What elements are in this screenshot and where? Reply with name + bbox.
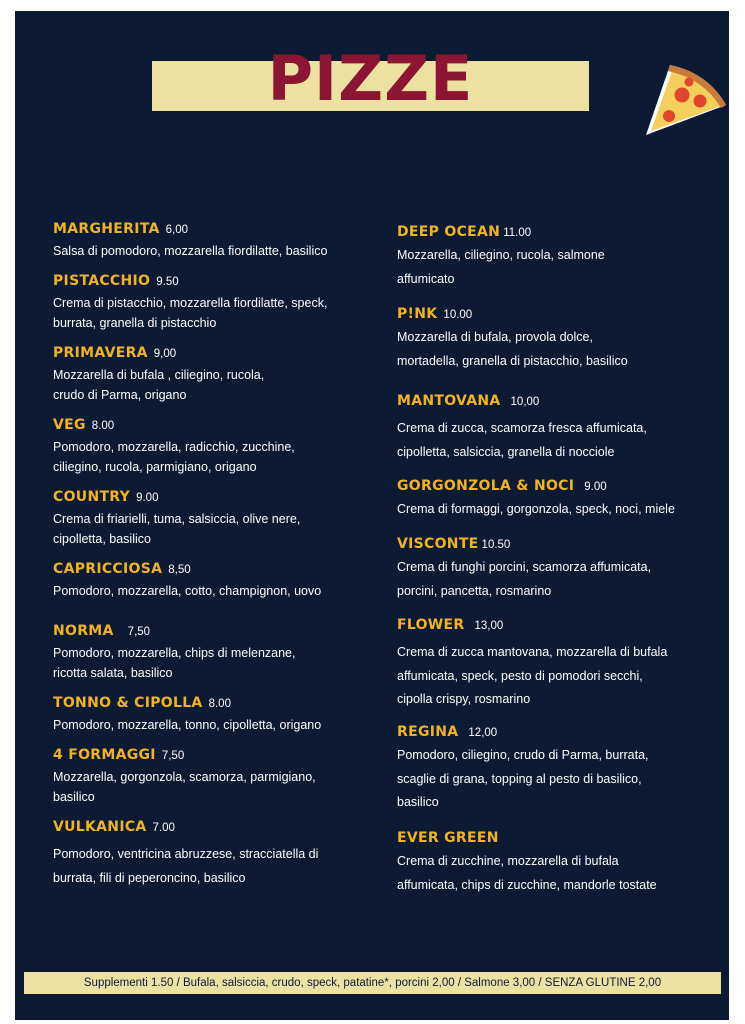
menu-item [53, 619, 373, 683]
menu-item [397, 532, 717, 603]
item-description: Mozzarella, ciliegino, rucola, salmone affumicato [397, 248, 605, 286]
item-price: 8.00 [208, 698, 231, 710]
item-description: Pomodoro, mozzarella, cotto, champignon, uovo [53, 584, 322, 598]
item-price: 9.00 [584, 481, 607, 493]
menu-item [53, 815, 373, 890]
item-price: 11.00 [503, 227, 532, 239]
item-name: EVER GREEN [397, 830, 499, 846]
item-price: 12,00 [468, 727, 498, 739]
menu-item [397, 389, 717, 464]
item-name: REGINA [397, 724, 459, 740]
supplements-bar: Supplementi 1.50 / Bufala, salsiccia, crudo, speck, patatine*, porcini 2,00 / Salmone 3,00 / SENZA GLUTINE 2,00 [24, 972, 721, 994]
item-price: 7,50 [127, 626, 151, 638]
item-description: Pomodoro, ciliegino, crudo di Parma, burrata, scaglie di grana, topping al pesto di basilico, basilico [397, 748, 649, 809]
item-name: COUNTRY [53, 489, 131, 505]
item-description: Mozzarella, gorgonzola, scamorza, parmigiano, basilico [53, 770, 316, 804]
item-description: Crema di zucchine, mozzarella di bufala affumicata, chips di zucchine, mandorle tostate [397, 854, 657, 892]
menu-item [53, 743, 373, 807]
item-description: Mozzarella di bufala, provola dolce, mortadella, granella di pistacchio, basilico [397, 330, 628, 368]
item-price: 9,00 [153, 348, 177, 360]
item-price: 7,50 [161, 750, 185, 762]
item-price: 7.00 [152, 822, 175, 834]
item-price: 8.00 [91, 420, 115, 432]
item-name: PRIMAVERA [53, 345, 148, 361]
item-description: Crema di friarielli, tuma, salsiccia, olive nere, cipolletta, basilico [53, 512, 301, 546]
item-description: Salsa di pomodoro, mozzarella fiordilatte, basilico [53, 244, 328, 258]
item-price: 10,00 [510, 396, 540, 408]
item-name: NORMA [53, 623, 114, 639]
item-description: Pomodoro, ventricina abruzzese, stracciatella di burrata, fili di peperoncino, basilico [53, 847, 319, 885]
menu-item [53, 269, 373, 333]
menu-item [397, 826, 717, 897]
menu-item [397, 720, 717, 815]
menu-item [53, 217, 373, 261]
menu-item [53, 485, 373, 549]
item-name: 4 FORMAGGI [53, 747, 156, 763]
item-name: DEEP OCEAN [397, 224, 501, 240]
item-price: 9.50 [156, 276, 179, 288]
item-price: 8,50 [168, 564, 191, 576]
item-description: Crema di zucca mantovana, mozzarella di bufala affumicata, speck, pesto di pomodori secchi, cipolla crispy, rosmarino [397, 645, 668, 706]
item-name: MARGHERITA [53, 221, 160, 237]
item-description: Crema di pistacchio, mozzarella fiordilatte, speck, burrata, granella di pistacchio [53, 296, 328, 330]
item-description: Pomodoro, mozzarella, radicchio, zucchine, ciliegino, rucola, parmigiano, origano [53, 440, 295, 474]
menu-item [397, 220, 717, 291]
pizza-slice-icon [642, 65, 726, 139]
item-name: PISTACCHIO [53, 273, 151, 289]
item-description: Crema di funghi porcini, scamorza affumicata, porcini, pancetta, rosmarino [397, 560, 652, 598]
item-price: 6,00 [165, 224, 188, 236]
item-description: Crema di formaggi, gorgonzola, speck, noci, miele [397, 502, 675, 516]
item-name: VEG [53, 417, 86, 433]
item-description: Pomodoro, mozzarella, chips di melenzane, ricotta salata, basilico [53, 646, 296, 680]
item-price: 13,00 [474, 620, 504, 632]
item-name: VULKANICA [53, 819, 147, 835]
item-name: MANTOVANA [397, 393, 501, 409]
item-name: P!NK [397, 306, 438, 322]
menu-item [53, 341, 373, 405]
menu-item [397, 613, 717, 712]
menu-item [53, 413, 373, 477]
menu-item [397, 302, 717, 373]
menu-title: PIZZE [267, 42, 474, 115]
item-price: 10.50 [481, 539, 511, 551]
item-description: Pomodoro, mozzarella, tonno, cipolletta, origano [53, 718, 322, 732]
item-price: 9.00 [136, 492, 159, 504]
item-name: TONNO & CIPOLLA [53, 695, 203, 711]
menu-item [53, 557, 373, 601]
item-name: FLOWER [397, 617, 465, 633]
item-name: GORGONZOLA & NOCI [397, 478, 575, 494]
item-name: CAPRICCIOSA [53, 561, 163, 577]
item-description: Mozzarella di bufala , ciliegino, rucola, crudo di Parma, origano [53, 368, 265, 402]
menu-item [53, 691, 373, 735]
menu-item [397, 474, 717, 522]
item-name: VISCONTE [397, 536, 479, 552]
item-price: 10.00 [443, 309, 473, 321]
item-description: Crema di zucca, scamorza fresca affumicata, cipolletta, salsiccia, granella di nocciole [397, 421, 647, 459]
